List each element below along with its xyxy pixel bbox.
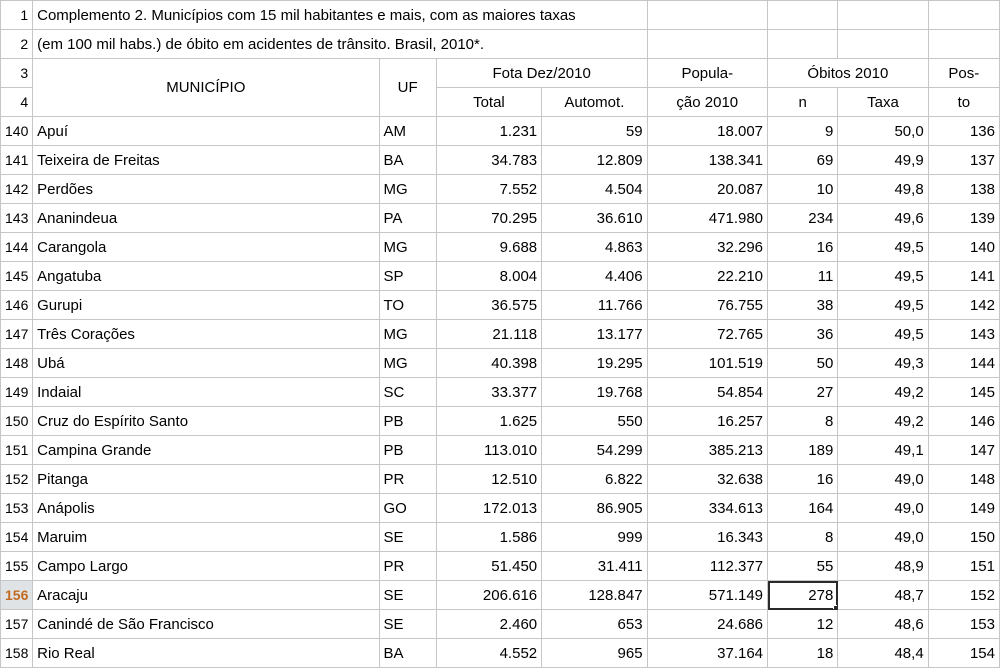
cell-municipio[interactable]: Cruz do Espírito Santo xyxy=(33,407,379,436)
row-header[interactable]: 142 xyxy=(1,175,33,204)
cell-populacao[interactable]: 138.341 xyxy=(647,146,767,175)
title-spill-2b[interactable] xyxy=(768,30,838,59)
cell-uf[interactable]: SC xyxy=(379,378,436,407)
cell-posto[interactable]: 153 xyxy=(928,610,999,639)
cell-frota-automot[interactable]: 19.295 xyxy=(542,349,647,378)
cell-uf[interactable]: PA xyxy=(379,204,436,233)
cell-posto[interactable]: 137 xyxy=(928,146,999,175)
cell-municipio[interactable]: Três Corações xyxy=(33,320,379,349)
cell-obitos-n[interactable]: 55 xyxy=(768,552,838,581)
cell-obitos-n[interactable]: 8 xyxy=(768,523,838,552)
cell-obitos-taxa[interactable]: 49,5 xyxy=(838,291,928,320)
cell-posto[interactable]: 143 xyxy=(928,320,999,349)
cell-municipio[interactable]: Carangola xyxy=(33,233,379,262)
cell-municipio[interactable]: Maruim xyxy=(33,523,379,552)
row-header-selected[interactable]: 156 xyxy=(1,581,33,610)
cell-populacao[interactable]: 20.087 xyxy=(647,175,767,204)
cell-obitos-taxa[interactable]: 48,6 xyxy=(838,610,928,639)
cell-municipio[interactable]: Aracaju xyxy=(33,581,379,610)
cell-frota-total[interactable]: 36.575 xyxy=(436,291,541,320)
title-spill-1c[interactable] xyxy=(838,1,928,30)
table-row xyxy=(1,523,1000,552)
table-row xyxy=(1,175,1000,204)
row-header[interactable]: 147 xyxy=(1,320,33,349)
table-row xyxy=(1,117,1000,146)
header-row-top xyxy=(1,59,1000,88)
cell-populacao[interactable]: 32.638 xyxy=(647,465,767,494)
cell-posto[interactable]: 145 xyxy=(928,378,999,407)
row-header[interactable]: 153 xyxy=(1,494,33,523)
row-header[interactable]: 148 xyxy=(1,349,33,378)
cell-posto[interactable]: 154 xyxy=(928,639,999,668)
cell-frota-total[interactable]: 33.377 xyxy=(436,378,541,407)
table-row xyxy=(1,378,1000,407)
cell-obitos-taxa[interactable]: 49,8 xyxy=(838,175,928,204)
table-row xyxy=(1,494,1000,523)
cell-posto[interactable]: 149 xyxy=(928,494,999,523)
title-spill-1a[interactable] xyxy=(647,1,767,30)
cell-obitos-taxa[interactable]: 49,2 xyxy=(838,378,928,407)
cell-municipio[interactable]: Campo Largo xyxy=(33,552,379,581)
title-row-2 xyxy=(1,30,1000,59)
cell-frota-automot[interactable]: 965 xyxy=(542,639,647,668)
cell-obitos-n[interactable]: 27 xyxy=(768,378,838,407)
row-header-1[interactable]: 1 xyxy=(1,1,33,30)
cell-obitos-taxa[interactable]: 49,0 xyxy=(838,523,928,552)
cell-municipio[interactable]: Indaial xyxy=(33,378,379,407)
cell-frota-total[interactable]: 51.450 xyxy=(436,552,541,581)
cell-populacao[interactable]: 16.343 xyxy=(647,523,767,552)
row-header[interactable]: 152 xyxy=(1,465,33,494)
table-row xyxy=(1,349,1000,378)
cell-obitos-n[interactable]: 50 xyxy=(768,349,838,378)
cell-frota-automot[interactable]: 4.504 xyxy=(542,175,647,204)
cell-municipio[interactable]: Ubá xyxy=(33,349,379,378)
cell-obitos-taxa[interactable]: 49,0 xyxy=(838,465,928,494)
cell-municipio[interactable]: Teixeira de Freitas xyxy=(33,146,379,175)
cell-frota-total[interactable]: 9.688 xyxy=(436,233,541,262)
header-populacao-line1[interactable]: Popula- xyxy=(647,59,767,88)
cell-uf[interactable]: MG xyxy=(379,320,436,349)
row-header-2[interactable]: 2 xyxy=(1,30,33,59)
cell-municipio[interactable]: Gurupi xyxy=(33,291,379,320)
cell-frota-automot[interactable]: 54.299 xyxy=(542,436,647,465)
cell-uf[interactable]: AM xyxy=(379,117,436,146)
cell-obitos-taxa[interactable]: 48,4 xyxy=(838,639,928,668)
cell-frota-automot[interactable]: 59 xyxy=(542,117,647,146)
row-header[interactable]: 141 xyxy=(1,146,33,175)
cell-obitos-n[interactable]: 16 xyxy=(768,465,838,494)
row-header[interactable]: 144 xyxy=(1,233,33,262)
cell-populacao[interactable]: 24.686 xyxy=(647,610,767,639)
cell-obitos-n[interactable]: 8 xyxy=(768,407,838,436)
cell-populacao[interactable]: 334.613 xyxy=(647,494,767,523)
cell-municipio[interactable]: Rio Real xyxy=(33,639,379,668)
cell-frota-total[interactable]: 34.783 xyxy=(436,146,541,175)
cell-posto[interactable]: 138 xyxy=(928,175,999,204)
cell-municipio[interactable]: Anápolis xyxy=(33,494,379,523)
title-spill-2d[interactable] xyxy=(928,30,999,59)
cell-populacao[interactable]: 112.377 xyxy=(647,552,767,581)
row-header-3[interactable]: 3 xyxy=(1,59,33,88)
cell-obitos-n[interactable]: 16 xyxy=(768,233,838,262)
cell-frota-total[interactable]: 40.398 xyxy=(436,349,541,378)
cell-obitos-taxa[interactable]: 48,9 xyxy=(838,552,928,581)
cell-uf[interactable]: PB xyxy=(379,436,436,465)
cell-posto[interactable]: 140 xyxy=(928,233,999,262)
header-obitos-group[interactable]: Óbitos 2010 xyxy=(768,59,929,88)
cell-frota-automot[interactable]: 999 xyxy=(542,523,647,552)
cell-municipio[interactable]: Perdões xyxy=(33,175,379,204)
cell-frota-total[interactable]: 1.231 xyxy=(436,117,541,146)
cell-frota-automot[interactable]: 11.766 xyxy=(542,291,647,320)
header-frota-automot[interactable]: Automot. xyxy=(542,88,647,117)
cell-populacao[interactable]: 22.210 xyxy=(647,262,767,291)
cell-uf[interactable]: BA xyxy=(379,639,436,668)
cell-frota-automot[interactable]: 653 xyxy=(542,610,647,639)
row-header[interactable]: 154 xyxy=(1,523,33,552)
cell-obitos-n[interactable]: 12 xyxy=(768,610,838,639)
cell-obitos-n[interactable]: 11 xyxy=(768,262,838,291)
cell-uf[interactable]: GO xyxy=(379,494,436,523)
cell-frota-total[interactable]: 7.552 xyxy=(436,175,541,204)
cell-frota-automot[interactable]: 12.809 xyxy=(542,146,647,175)
cell-uf[interactable]: SE xyxy=(379,523,436,552)
header-frota-group[interactable]: Fota Dez/2010 xyxy=(436,59,647,88)
cell-municipio[interactable]: Campina Grande xyxy=(33,436,379,465)
cell-posto[interactable]: 136 xyxy=(928,117,999,146)
cell-obitos-taxa[interactable]: 49,0 xyxy=(838,494,928,523)
cell-uf[interactable]: MG xyxy=(379,349,436,378)
cell-municipio[interactable]: Ananindeua xyxy=(33,204,379,233)
row-header[interactable]: 145 xyxy=(1,262,33,291)
cell-obitos-n[interactable]: 38 xyxy=(768,291,838,320)
table-row xyxy=(1,552,1000,581)
cell-frota-total[interactable]: 206.616 xyxy=(436,581,541,610)
title-spill-2c[interactable] xyxy=(838,30,928,59)
cell-obitos-n[interactable]: 9 xyxy=(768,117,838,146)
cell-populacao[interactable]: 72.765 xyxy=(647,320,767,349)
title-spill-2a[interactable] xyxy=(647,30,767,59)
cell-obitos-taxa[interactable]: 50,0 xyxy=(838,117,928,146)
cell-frota-automot[interactable]: 19.768 xyxy=(542,378,647,407)
title-row-1 xyxy=(1,1,1000,30)
cell-uf[interactable]: SE xyxy=(379,581,436,610)
row-header-4[interactable]: 4 xyxy=(1,88,33,117)
table-row xyxy=(1,407,1000,436)
cell-posto[interactable]: 146 xyxy=(928,407,999,436)
cell-posto[interactable]: 152 xyxy=(928,581,999,610)
cell-frota-automot[interactable]: 36.610 xyxy=(542,204,647,233)
table-row xyxy=(1,262,1000,291)
cell-frota-automot[interactable]: 31.411 xyxy=(542,552,647,581)
cell-frota-total[interactable]: 8.004 xyxy=(436,262,541,291)
cell-frota-total[interactable]: 172.013 xyxy=(436,494,541,523)
row-header[interactable]: 151 xyxy=(1,436,33,465)
header-municipio[interactable]: MUNICÍPIO xyxy=(33,59,379,117)
cell-municipio[interactable]: Pitanga xyxy=(33,465,379,494)
table-row xyxy=(1,320,1000,349)
row-header[interactable]: 158 xyxy=(1,639,33,668)
cell-frota-automot[interactable]: 4.863 xyxy=(542,233,647,262)
cell-populacao[interactable]: 76.755 xyxy=(647,291,767,320)
cell-frota-automot[interactable]: 6.822 xyxy=(542,465,647,494)
cell-uf[interactable]: PB xyxy=(379,407,436,436)
cell-posto[interactable]: 142 xyxy=(928,291,999,320)
cell-uf[interactable]: TO xyxy=(379,291,436,320)
row-header[interactable]: 146 xyxy=(1,291,33,320)
row-header[interactable]: 140 xyxy=(1,117,33,146)
cell-frota-automot[interactable]: 13.177 xyxy=(542,320,647,349)
cell-frota-total[interactable]: 12.510 xyxy=(436,465,541,494)
cell-obitos-taxa[interactable]: 49,5 xyxy=(838,233,928,262)
cell-posto[interactable]: 151 xyxy=(928,552,999,581)
cell-obitos-n[interactable]: 10 xyxy=(768,175,838,204)
table-row xyxy=(1,610,1000,639)
cell-obitos-taxa[interactable]: 49,5 xyxy=(838,320,928,349)
active-cell-obitos-n[interactable]: 278 xyxy=(768,581,838,610)
row-header[interactable]: 155 xyxy=(1,552,33,581)
cell-municipio[interactable]: Canindé de São Francisco xyxy=(33,610,379,639)
cell-uf[interactable]: MG xyxy=(379,175,436,204)
cell-posto[interactable]: 139 xyxy=(928,204,999,233)
cell-frota-automot[interactable]: 4.406 xyxy=(542,262,647,291)
header-populacao-line2[interactable]: ção 2010 xyxy=(647,88,767,117)
cell-posto[interactable]: 148 xyxy=(928,465,999,494)
cell-frota-total[interactable]: 21.118 xyxy=(436,320,541,349)
cell-obitos-taxa[interactable]: 49,9 xyxy=(838,146,928,175)
cell-populacao[interactable]: 16.257 xyxy=(647,407,767,436)
cell-obitos-taxa[interactable]: 49,1 xyxy=(838,436,928,465)
cell-populacao[interactable]: 385.213 xyxy=(647,436,767,465)
header-posto-line1[interactable]: Pos- xyxy=(928,59,999,88)
table-row xyxy=(1,146,1000,175)
cell-municipio[interactable]: Angatuba xyxy=(33,262,379,291)
cell-populacao[interactable]: 471.980 xyxy=(647,204,767,233)
cell-posto[interactable]: 144 xyxy=(928,349,999,378)
cell-obitos-n[interactable]: 234 xyxy=(768,204,838,233)
cell-populacao[interactable]: 37.164 xyxy=(647,639,767,668)
cell-frota-automot[interactable]: 550 xyxy=(542,407,647,436)
cell-obitos-n[interactable]: 164 xyxy=(768,494,838,523)
row-header[interactable]: 157 xyxy=(1,610,33,639)
cell-obitos-n[interactable]: 189 xyxy=(768,436,838,465)
table-row xyxy=(1,436,1000,465)
cell-obitos-taxa[interactable]: 49,6 xyxy=(838,204,928,233)
cell-populacao[interactable]: 18.007 xyxy=(647,117,767,146)
cell-populacao[interactable]: 571.149 xyxy=(647,581,767,610)
cell-populacao[interactable]: 32.296 xyxy=(647,233,767,262)
table-row xyxy=(1,291,1000,320)
cell-obitos-taxa[interactable]: 49,3 xyxy=(838,349,928,378)
cell-uf[interactable]: PR xyxy=(379,465,436,494)
table-row-selected xyxy=(1,581,1000,610)
cell-uf[interactable]: PR xyxy=(379,552,436,581)
table-row xyxy=(1,233,1000,262)
cell-frota-total[interactable]: 113.010 xyxy=(436,436,541,465)
cell-frota-total[interactable]: 4.552 xyxy=(436,639,541,668)
header-posto-line2[interactable]: to xyxy=(928,88,999,117)
header-frota-total[interactable]: Total xyxy=(436,88,541,117)
cell-posto[interactable]: 141 xyxy=(928,262,999,291)
title-line-1[interactable]: Complemento 2. Municípios com 15 mil habitantes e mais, com as maiores taxas xyxy=(33,1,647,30)
cell-obitos-taxa[interactable]: 49,5 xyxy=(838,262,928,291)
cell-frota-total[interactable]: 2.460 xyxy=(436,610,541,639)
row-header[interactable]: 149 xyxy=(1,378,33,407)
table-row xyxy=(1,465,1000,494)
row-header[interactable]: 150 xyxy=(1,407,33,436)
header-obitos-n[interactable]: n xyxy=(768,88,838,117)
cell-frota-total[interactable]: 70.295 xyxy=(436,204,541,233)
cell-frota-total[interactable]: 1.625 xyxy=(436,407,541,436)
cell-uf[interactable]: BA xyxy=(379,146,436,175)
table-row xyxy=(1,639,1000,668)
cell-obitos-n[interactable]: 36 xyxy=(768,320,838,349)
title-spill-1b[interactable] xyxy=(768,1,838,30)
cell-frota-automot[interactable]: 86.905 xyxy=(542,494,647,523)
cell-obitos-taxa[interactable]: 49,2 xyxy=(838,407,928,436)
row-header[interactable]: 143 xyxy=(1,204,33,233)
cell-municipio[interactable]: Apuí xyxy=(33,117,379,146)
cell-obitos-n[interactable]: 69 xyxy=(768,146,838,175)
cell-uf[interactable]: SE xyxy=(379,610,436,639)
cell-posto[interactable]: 147 xyxy=(928,436,999,465)
cell-uf[interactable]: SP xyxy=(379,262,436,291)
cell-uf[interactable]: MG xyxy=(379,233,436,262)
header-uf[interactable]: UF xyxy=(379,59,436,117)
cell-obitos-taxa[interactable]: 48,7 xyxy=(838,581,928,610)
table-row xyxy=(1,204,1000,233)
cell-frota-automot[interactable]: 128.847 xyxy=(542,581,647,610)
cell-obitos-n[interactable]: 18 xyxy=(768,639,838,668)
cell-populacao[interactable]: 101.519 xyxy=(647,349,767,378)
title-line-2[interactable]: (em 100 mil habs.) de óbito em acidentes de trânsito. Brasil, 2010*. xyxy=(33,30,647,59)
title-spill-1d[interactable] xyxy=(928,1,999,30)
cell-frota-total[interactable]: 1.586 xyxy=(436,523,541,552)
cell-populacao[interactable]: 54.854 xyxy=(647,378,767,407)
cell-posto[interactable]: 150 xyxy=(928,523,999,552)
header-obitos-taxa[interactable]: Taxa xyxy=(838,88,928,117)
